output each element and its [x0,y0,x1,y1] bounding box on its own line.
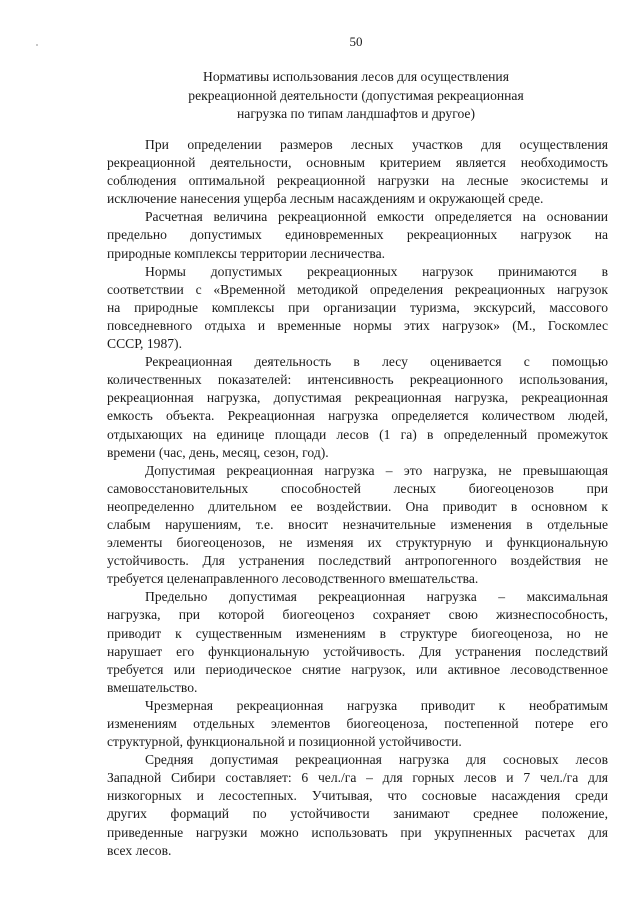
paragraph-line: Рекреационная деятельность в лесу оценивается с помощью [145,354,608,370]
paragraph-line: времени (час, день, месяц, сезон, год). [107,444,329,460]
paragraph-line: на природные комплексы при организации туризма, экскурсий, массового [107,299,608,315]
paragraph-line: СССР, 1987). [107,336,182,352]
paragraph-line: Нормы допустимых рекреационных нагрузок принимаются в [145,263,608,279]
paragraph-line: природные комплексы территории лесничества. [107,245,386,261]
paragraph-line: повседневного отдыха и временные нормы этих нагрузок» (М., Госкомлес [107,317,608,333]
paragraph-line: требуется или периодическое снятие нагрузок, или активное лесоводственное [107,661,608,677]
paragraph-line: нагрузка, при которой биогеоценоз сохраняет свою жизнеспособность, [107,607,608,623]
paragraph-line: приведенные нагрузки можно использовать при укрупненных расчетах для [107,824,608,840]
paragraph-line: Предельно допустимая рекреационная нагрузка – максимальная [145,589,608,605]
paragraph-line: количественных показателей: интенсивность рекреационного использования, [107,372,608,388]
paragraph-line: низкогорных и лесостепных. Учитывая, что сосновые насаждения среди [107,788,608,804]
paragraph-line: Западной Сибири составляет: 6 чел./га – для горных лесов и 7 чел./га для [107,770,608,786]
paragraph-line: самовосстановительных способностей лесных биогеоценозов при [107,480,608,496]
paragraph-line: соответствии с «Временной методикой определения рекреационных нагрузок [107,281,608,297]
title-line: рекреационной деятельности (допустимая рекреационная [188,87,524,103]
paragraph-line: структурной, функциональной и позиционной устойчивости. [107,734,462,750]
paragraph [107,263,608,353]
paragraph-line: Расчетная величина рекреационной емкости определяется на основании [145,209,608,225]
paragraph-line: нарушает его функциональную устойчивость. Для устранения последствий [107,643,608,659]
paragraph-line: При определении размеров лесных участков для осуществления [145,137,608,152]
paragraph-line: всех лесов. [107,842,172,858]
paragraph-line: Допустимая рекреационная нагрузка – это нагрузка, не превышающая [145,462,608,478]
paragraph-line: вмешательство. [107,679,198,695]
title-line: нагрузка по типам ландшафтов и другое) [237,106,475,121]
paragraph-line: слабым нарушениям, т.е. вносит незначительные изменения в отдельные [107,516,608,532]
paragraph [107,751,608,860]
paragraph-line: рекреационная нагрузка, допустимая рекреационная нагрузка, рекреационная [107,390,608,406]
paragraph-line: приводит к существенным изменениям в структуре биогеоценоза, но не [107,625,608,641]
paragraph-line: изменениям отдельных элементов биогеоценоза, постепенной потере его [107,716,608,731]
paragraph [107,353,608,462]
paragraph-line: Чрезмерная рекреационная нагрузка приводит к необратимым [145,697,608,713]
paragraph-line: других формаций по устойчивости занимают среднее положение, [107,806,608,822]
paragraph-line: отдыхающих на единице площади лесов (1 га) в определенный промежуток [107,426,608,442]
page-number: 50 [349,34,363,49]
body-text [107,136,608,860]
paragraph [107,208,608,262]
paragraph-line: требуется целенаправленного лесоводственного вмешательства. [107,571,479,587]
section-title [150,68,562,124]
paragraph-line: рекреационной деятельности, основным критерием является необходимость [107,155,608,171]
paragraph-line: емкость объекта. Рекреационная нагрузка определяется количеством людей, [107,408,608,424]
paragraph-line: элементы биогеоценозов, не изменяя их структурную и функциональную [107,535,608,551]
paragraph [107,588,608,697]
paragraph-line: Средняя допустимая рекреационная нагрузка для сосновых лесов [145,752,608,768]
paragraph-line: предельно допустимых единовременных рекреационных нагрузок на [107,227,608,243]
paragraph [107,136,608,208]
paragraph-line: соблюдения оптимальной рекреационной нагрузки на лесные экосистемы и [107,173,608,189]
paragraph-line: исключение нанесения ущерба лесным насаждениям и окружающей среде. [107,191,544,207]
paragraph [107,462,608,589]
title-line: Нормативы использования лесов для осуществления [203,69,509,84]
paragraph-line: устойчивость. Для устранения последствий антропогенного воздействия не [107,553,608,569]
paragraph [107,697,608,751]
paragraph-line: неопределенно длительном ее воздействии. Она приводит в основном к [107,498,608,514]
